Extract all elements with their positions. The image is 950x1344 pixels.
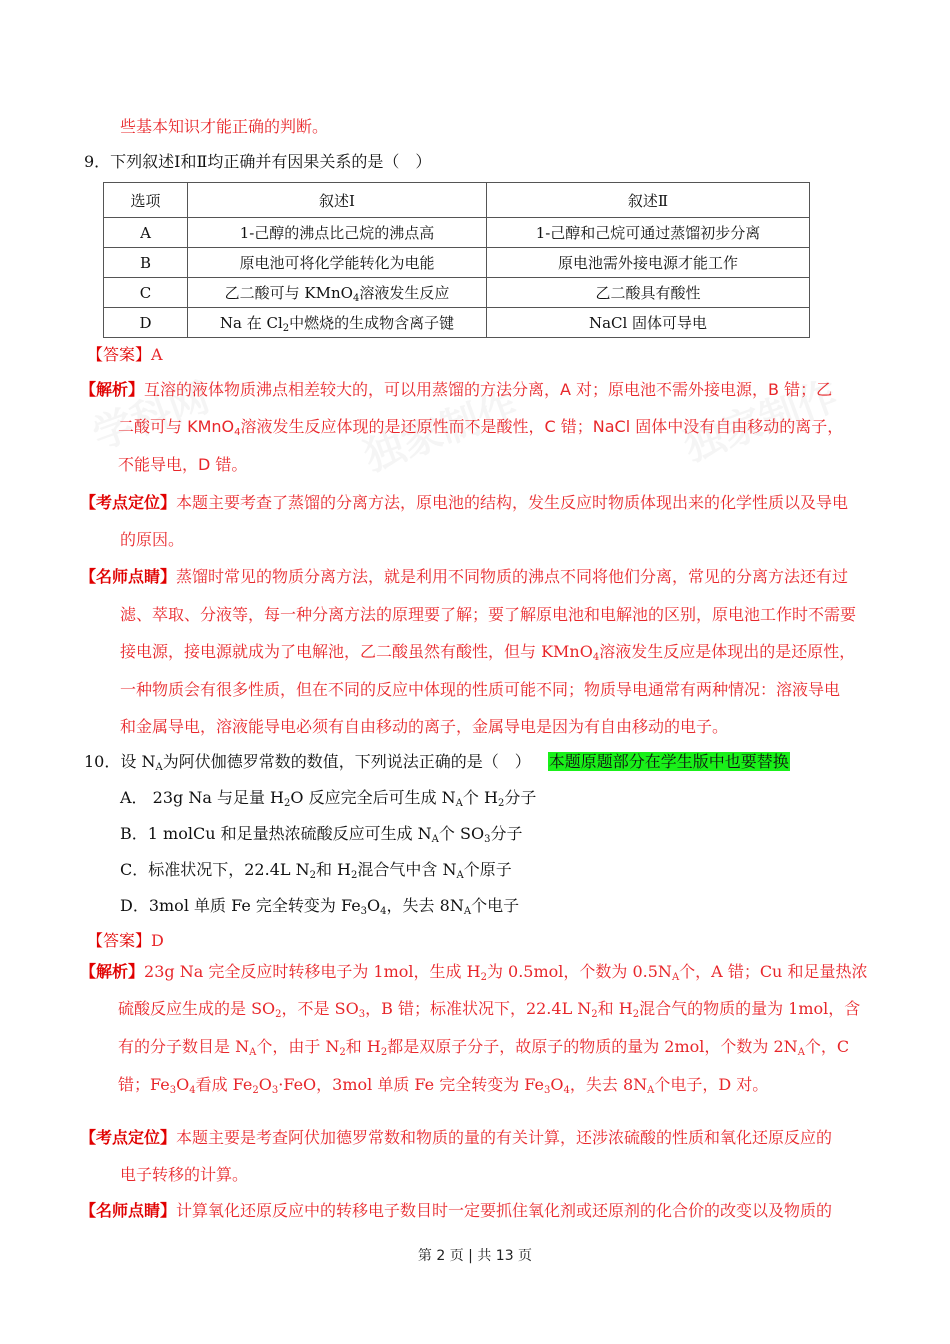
table-cell-statement-2: 原电池需外接电源才能工作	[487, 248, 810, 278]
table-cell-statement-1: 乙二酸可与 KMnO$_4$溶液发生反应	[188, 278, 487, 308]
table-cell-option: C	[104, 278, 188, 308]
question-9-analysis-line: 不能导电，D 错。	[118, 455, 248, 474]
answer-value: A	[151, 345, 163, 364]
option-d: D．3mol 单质 Fe 完全转变为 $Fe_3O_4$，失去 $8N_A$个电子	[120, 896, 520, 917]
question-9-stem: 9．下列叙述Ⅰ和Ⅱ均正确并有因果关系的是（ ）	[84, 152, 432, 171]
table-row	[104, 248, 810, 278]
option-c: C．标准状况下，22.4L $N_2$和 $H_2$混合气中含 $N_A$个原子	[120, 860, 512, 881]
question-9-table	[103, 182, 810, 338]
table-header: 叙述Ⅰ	[188, 183, 487, 218]
question-10-analysis: 【解析】23g Na 完全反应时转移电子为 1mol，生成 $H_2$为 0.5mol，个数为 $0.5N_A$个，A 错；Cu 和足量热浓	[80, 962, 868, 983]
question-10-point: 【考点定位】本题主要是考查阿伏加德罗常数和物质的量的有关计算，还涉浓硫酸的性质和氧化还原反应的	[80, 1128, 833, 1147]
table-cell-statement-1: Na 在 $Cl_2$中燃烧的生成物含离子键	[188, 308, 487, 338]
page-footer: 第 2 页 | 共 13 页	[417, 1248, 533, 1264]
point-tag: 【考点定位】	[80, 1128, 177, 1147]
table-cell-statement-2: NaCl 固体可导电	[487, 308, 810, 338]
table-cell-statement-2: 1-己醇和己烷可通过蒸馏初步分离	[487, 218, 810, 248]
table-cell-option: B	[104, 248, 188, 278]
table-row	[104, 218, 810, 248]
table-header-row	[104, 183, 810, 218]
question-10-tip: 【名师点睛】计算氧化还原反应中的转移电子数目时一定要抓住氧化剂或还原剂的化合价的改变以及物质的	[80, 1201, 833, 1220]
question-9-point: 【考点定位】本题主要考查了蒸馏的分离方法，原电池的结构，发生反应时物质体现出来的化学性质以及导电	[80, 493, 849, 512]
point-tag: 【考点定位】	[80, 493, 177, 512]
question-10-analysis-line: 硫酸反应生成的是 $SO_2$，不是 $SO_3$，B 错；标准状况下，22.4L $N_2$和 $H_2$混合气的物质的量为 1mol，含	[118, 999, 861, 1020]
question-10-analysis-line: 错；$Fe_3O_4$看成 $Fe_2O_3\cdot FeO$，3mol 单质 Fe 完全转变为 $Fe_3O_4$，失去 $8N_A$个电子，D 对。	[118, 1075, 769, 1096]
table-cell-statement-2: 乙二酸具有酸性	[487, 278, 810, 308]
question-9-analysis-line: 二酸可与 KMnO$_4$溶液发生反应体现的是还原性而不是酸性，C 错；NaCl 固体中没有自由移动的离子，	[118, 417, 844, 438]
table-cell-statement-1: 原电池可将化学能转化为电能	[188, 248, 487, 278]
tip-tag: 【名师点睛】	[80, 567, 177, 586]
table-row	[104, 308, 810, 338]
question-9-tip: 【名师点睛】蒸馏时常见的物质分离方法，就是利用不同物质的沸点不同将他们分离，常见的分离方法还有过	[80, 567, 849, 586]
table-row	[104, 278, 810, 308]
question-10-answer	[87, 931, 164, 951]
question-9-answer	[87, 345, 163, 365]
table-cell-option: A	[104, 218, 188, 248]
table-cell-option: D	[104, 308, 188, 338]
option-b: B．1 molCu 和足量热浓硫酸反应可生成 $N_A$个 $SO_3$分子	[120, 824, 523, 845]
tip-tag: 【名师点睛】	[80, 1201, 177, 1220]
table-header: 叙述Ⅱ	[487, 183, 810, 218]
highlight-note: 本题原题部分在学生版中也要替换	[548, 752, 789, 771]
question-9-tip-line: 和金属导电，溶液能导电必须有自由移动的离子，金属导电是因为有自由移动的电子。	[120, 717, 729, 736]
question-9-analysis: 【解析】互溶的液体物质沸点相差较大的，可以用蒸馏的方法分离，A 对；原电池不需外接电源，B 错；乙	[80, 380, 833, 399]
answer-value: D	[151, 931, 164, 950]
question-9-point-line: 的原因。	[120, 530, 185, 549]
previous-question-tail: 些基本知识才能正确的判断。	[120, 117, 329, 136]
answer-tag: 【答案】	[87, 931, 152, 950]
question-10-point-line: 电子转移的计算。	[120, 1165, 249, 1184]
analysis-tag: 【解析】	[80, 380, 145, 399]
question-9-tip-line: 一种物质会有很多性质，但在不同的反应中体现的性质可能不同；物质导电通常有两种情况：溶液导电	[120, 680, 841, 699]
question-10-analysis-line: 有的分子数目是 $N_A$个，由于 $N_2$和 $H_2$都是双原子分子，故原子的物质的量为 2mol，个数为 $2N_A$个，C	[118, 1037, 850, 1058]
table-cell-statement-1: 1-己醇的沸点比己烷的沸点高	[188, 218, 487, 248]
analysis-tag: 【解析】	[80, 962, 145, 981]
table-header: 选项	[104, 183, 188, 218]
option-a: A． 23g Na 与足量 $H_2O$ 反应完全后可生成 $N_A$个 $H_2$分子	[120, 788, 537, 809]
answer-tag: 【答案】	[87, 345, 152, 364]
question-9-tip-line: 滤、萃取、分液等，每一种分离方法的原理要了解；要了解原电池和电解池的区别，原电池工作时不需要	[120, 605, 857, 624]
question-10-stem: 10．设 $N_A$为阿伏伽德罗常数的数值，下列说法正确的是（ ） 本题原题部分在学生版中也要替换	[84, 752, 789, 773]
question-9-tip-line: 接电源，接电源就成为了电解池，乙二酸虽然有酸性，但与 KMnO$_4$溶液发生反应是体现出的是还原性，	[120, 642, 856, 663]
